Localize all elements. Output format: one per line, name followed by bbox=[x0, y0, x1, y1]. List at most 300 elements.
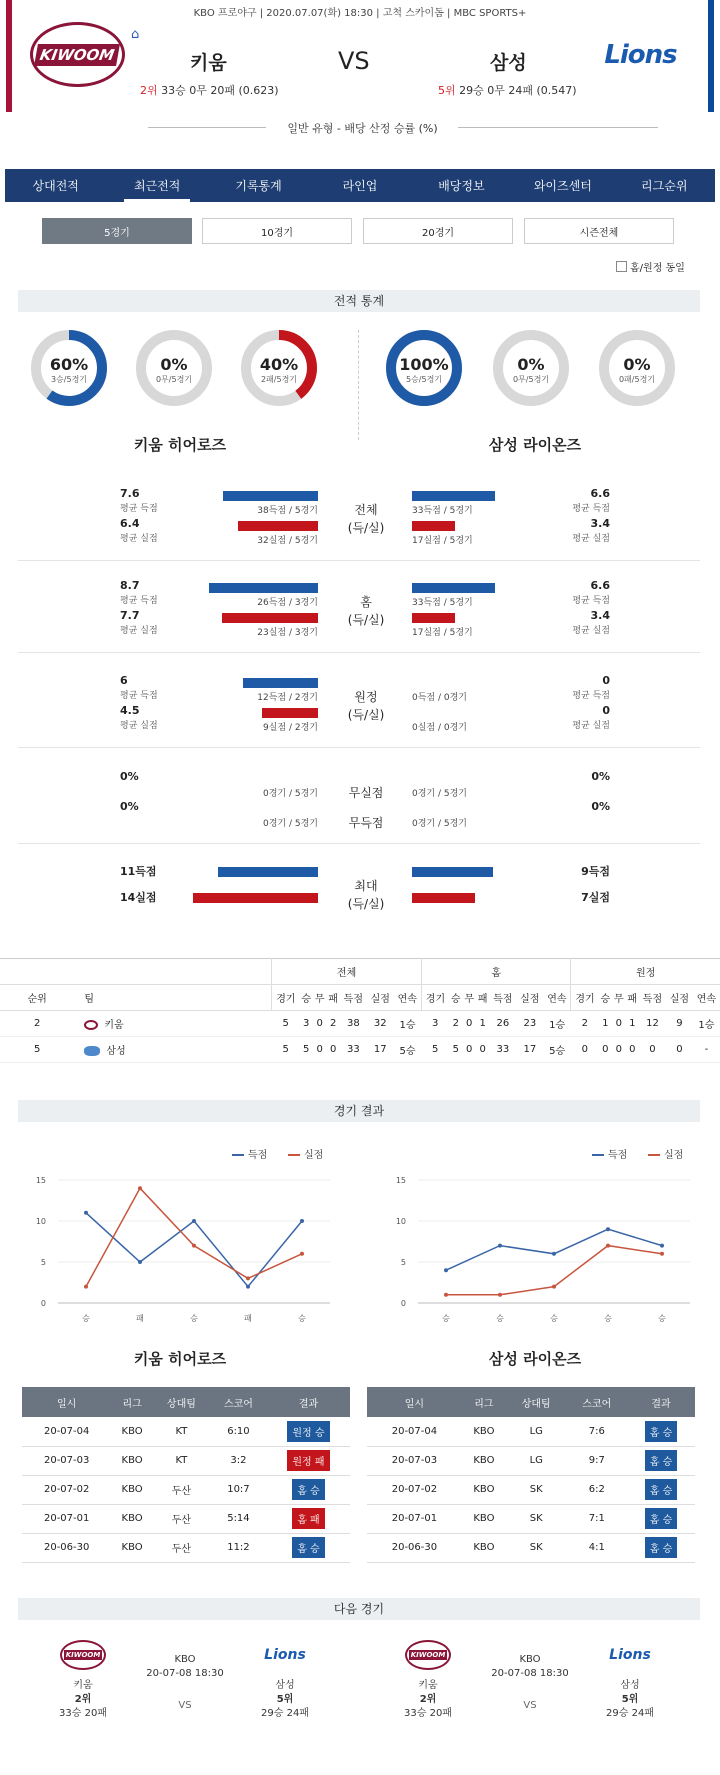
recent-cell: LG bbox=[506, 1417, 567, 1446]
tab-recent[interactable]: 최근전적 bbox=[106, 169, 207, 202]
recent-cell: 20-06-30 bbox=[367, 1533, 462, 1562]
recent-cell: 7:6 bbox=[567, 1417, 628, 1446]
data-point bbox=[660, 1244, 664, 1248]
rank-col-header: 연속 bbox=[547, 994, 567, 1005]
recent-cell: SK bbox=[506, 1533, 567, 1562]
recent-cell: KBO bbox=[111, 1504, 153, 1533]
rank-cell: 33 bbox=[346, 1044, 360, 1055]
left-stat-bar bbox=[262, 708, 318, 718]
rank-cell: 5승 bbox=[399, 1046, 416, 1057]
away-recent-table bbox=[367, 1387, 695, 1563]
divider bbox=[458, 127, 658, 128]
rank-cell: 0 bbox=[329, 1044, 337, 1055]
legend-label: 득점 bbox=[608, 1150, 628, 1161]
y-tick-label: 5 bbox=[400, 1258, 406, 1267]
stats-section-title: 전적 통계 bbox=[18, 290, 700, 312]
recent-cell: 9:7 bbox=[567, 1446, 628, 1475]
recent-cell: KT bbox=[153, 1417, 210, 1446]
same-venue-label: 홈/원정 동일 bbox=[630, 263, 685, 274]
data-point bbox=[552, 1285, 556, 1289]
rank-cell: 0 bbox=[466, 1044, 473, 1055]
rank-cell: 0 bbox=[479, 1044, 486, 1055]
data-point bbox=[84, 1285, 88, 1289]
right-stat-label: 평균 득점 bbox=[572, 504, 610, 514]
x-tick-label: 승 bbox=[82, 1314, 90, 1323]
vs-label: VS bbox=[338, 47, 370, 75]
right-stat-count: 0실점 / 0경기 bbox=[412, 723, 467, 733]
legend-label: 득점 bbox=[248, 1150, 268, 1161]
recent-row bbox=[367, 1475, 695, 1504]
left-stat-bar bbox=[223, 491, 318, 501]
donut-sub: 0패/5경기 bbox=[618, 375, 656, 384]
left-stat-value: 14실점 bbox=[120, 891, 157, 904]
x-tick-label: 승 bbox=[550, 1314, 558, 1323]
next-away-rank: 5위 bbox=[276, 1694, 294, 1705]
data-point bbox=[246, 1276, 250, 1280]
y-tick-label: 10 bbox=[35, 1217, 46, 1226]
data-point bbox=[192, 1219, 196, 1223]
rank-cell: 33 bbox=[496, 1044, 510, 1055]
recent-cell: 20-07-03 bbox=[22, 1446, 111, 1475]
recent-cell: KBO bbox=[462, 1417, 506, 1446]
result-badge: 홈 승 bbox=[645, 1450, 678, 1471]
next-away-name: 삼성 bbox=[620, 1680, 640, 1691]
left-stat-label: 평균 득점 bbox=[120, 504, 158, 514]
data-point bbox=[246, 1285, 250, 1289]
result-badge: 홈 승 bbox=[292, 1479, 325, 1500]
recent-cell: LG bbox=[506, 1446, 567, 1475]
x-tick-label: 승 bbox=[298, 1314, 306, 1323]
home-team-logo: KIWOOM bbox=[30, 22, 125, 87]
group-header-away: 원정 bbox=[571, 959, 720, 985]
rank-cell: 1 bbox=[629, 1018, 636, 1029]
tab-lineup[interactable]: 라인업 bbox=[342, 179, 378, 193]
rank-col-header: 경기 bbox=[421, 985, 449, 1011]
home-recent-table bbox=[22, 1387, 350, 1563]
right-stat-count: 33득점 / 5경기 bbox=[412, 506, 473, 516]
rank-team: 키움 bbox=[74, 1011, 271, 1037]
data-point bbox=[606, 1227, 610, 1231]
recent-cell: 4:1 bbox=[567, 1533, 628, 1562]
next-home-name: 키움 bbox=[73, 1680, 93, 1691]
same-venue-checkbox[interactable] bbox=[616, 261, 627, 272]
donut-0 bbox=[30, 329, 108, 407]
recent-cell: 20-06-30 bbox=[22, 1533, 111, 1562]
left-stat-count: 9실점 / 2경기 bbox=[263, 723, 318, 733]
rank-col-header: 연속 bbox=[696, 994, 717, 1005]
away-team-record: 5위 29승 0무 24패 (0.547) bbox=[438, 84, 577, 97]
left-stat-value: 6 bbox=[120, 674, 128, 687]
data-point bbox=[300, 1252, 304, 1256]
recent-col-header: 일시 bbox=[367, 1387, 462, 1417]
away-team-full-name-2: 삼성 라이온즈 bbox=[488, 1350, 582, 1368]
donut-percent: 0% bbox=[623, 355, 651, 374]
recent-cell: KBO bbox=[111, 1533, 153, 1562]
right-stat-bar bbox=[412, 613, 455, 623]
next-away-record: 29승 24패 bbox=[606, 1708, 654, 1719]
rank-col-header: 팀 bbox=[84, 994, 94, 1005]
donut-sub: 3승/5경기 bbox=[50, 375, 88, 384]
same-venue-option[interactable] bbox=[616, 259, 685, 274]
left-stat-label: 평균 득점 bbox=[120, 691, 158, 701]
rank-table bbox=[0, 958, 720, 1063]
away-results-chart bbox=[370, 1140, 710, 1340]
rank-col-header: 실점 bbox=[669, 994, 690, 1005]
recent-cell: KBO bbox=[462, 1504, 506, 1533]
x-tick-label: 승 bbox=[442, 1314, 450, 1323]
donut-percent: 0% bbox=[517, 355, 545, 374]
x-tick-label: 승 bbox=[190, 1314, 198, 1323]
rank-cell: 5 bbox=[282, 1018, 289, 1029]
y-tick-label: 5 bbox=[40, 1258, 46, 1267]
data-point bbox=[552, 1252, 556, 1256]
y-tick-label: 0 bbox=[400, 1299, 406, 1308]
rank-cell: 2 bbox=[581, 1018, 588, 1029]
left-stat-count: 23실점 / 3경기 bbox=[257, 628, 318, 638]
next-league: KBO bbox=[519, 1654, 541, 1665]
stat-separator bbox=[18, 747, 700, 748]
x-tick-label: 승 bbox=[604, 1314, 612, 1323]
recent-col-header: 결과 bbox=[627, 1387, 695, 1417]
left-stat-bar bbox=[218, 867, 318, 877]
result-badge: 원정 패 bbox=[287, 1450, 329, 1471]
rank-cell: 0 bbox=[615, 1044, 622, 1055]
data-point bbox=[192, 1244, 196, 1248]
home-team-full-name: 키움 히어로즈 bbox=[133, 436, 227, 454]
recent-cell: 20-07-04 bbox=[22, 1417, 111, 1446]
data-point bbox=[660, 1252, 664, 1256]
stat-category: 전체 (득/실) bbox=[347, 503, 385, 535]
rank-cell: 1승 bbox=[399, 1020, 416, 1031]
recent-cell: 7:1 bbox=[567, 1504, 628, 1533]
rank-col-header: 득점 bbox=[642, 994, 663, 1005]
recent-cell: 11:2 bbox=[210, 1533, 267, 1562]
rank-cell: 2 bbox=[452, 1018, 459, 1029]
next-home-record: 33승 20패 bbox=[404, 1708, 452, 1719]
rank-cell: 0 bbox=[629, 1044, 636, 1055]
rank-cell: 1승 bbox=[549, 1020, 566, 1031]
filter-10-games[interactable]: 10경기 bbox=[202, 218, 352, 244]
rank-cell: 3 bbox=[303, 1018, 310, 1029]
right-stat-label: 평균 실점 bbox=[572, 534, 610, 544]
recent-row bbox=[367, 1504, 695, 1533]
left-stat-count: 32실점 / 5경기 bbox=[257, 536, 318, 546]
tab-wise-center[interactable]: 와이즈센터 bbox=[533, 179, 592, 193]
rank-cell: 17 bbox=[523, 1044, 537, 1055]
data-point bbox=[444, 1293, 448, 1297]
rank-col-header: 득점 bbox=[493, 994, 513, 1005]
rank-cell: 2 bbox=[329, 1018, 337, 1029]
left-stat-label: 평균 실점 bbox=[120, 534, 158, 544]
x-tick-label: 패 bbox=[136, 1314, 144, 1323]
rank-cell: 1 bbox=[479, 1018, 486, 1029]
group-header-home: 홈 bbox=[421, 959, 571, 985]
recent-cell: KBO bbox=[462, 1475, 506, 1504]
donut-1 bbox=[135, 329, 213, 407]
recent-cell: 5:14 bbox=[210, 1504, 267, 1533]
left-stat-label: 평균 실점 bbox=[120, 626, 158, 636]
right-stat-value: 6.6 bbox=[590, 487, 610, 500]
rank-cell: 12 bbox=[646, 1018, 659, 1029]
recent-row bbox=[22, 1475, 350, 1504]
left-stat-value: 0% bbox=[120, 770, 139, 783]
right-stat-value: 0% bbox=[591, 800, 610, 813]
rank-cell: 1 bbox=[602, 1018, 609, 1029]
left-stat-count: 26득점 / 3경기 bbox=[257, 598, 318, 608]
donut-percent: 0% bbox=[160, 355, 188, 374]
rank-cell: 0 bbox=[466, 1018, 473, 1029]
left-stat-bar bbox=[243, 678, 318, 688]
rank-cell: 5 bbox=[282, 1044, 289, 1055]
donut-percent: 60% bbox=[49, 355, 89, 374]
result-badge: 홈 승 bbox=[645, 1537, 678, 1558]
left-stat-count: 38득점 / 5경기 bbox=[257, 506, 318, 516]
rank-cell: 9 bbox=[676, 1018, 683, 1029]
right-stat-count: 0경기 / 5경기 bbox=[412, 789, 467, 799]
right-stat-bar bbox=[412, 867, 493, 877]
result-badge: 홈 승 bbox=[292, 1537, 325, 1558]
tab-stats[interactable]: 기록통계 bbox=[235, 179, 282, 193]
rank-cell: 2 bbox=[33, 1018, 41, 1029]
rank-col-header: 무 bbox=[314, 994, 325, 1005]
next-away-record: 29승 24패 bbox=[261, 1708, 309, 1719]
donut-percent: 100% bbox=[399, 355, 449, 374]
left-stat-value: 4.5 bbox=[120, 704, 140, 717]
rank-cell: - bbox=[704, 1044, 709, 1055]
divider bbox=[148, 127, 266, 128]
legend-label: 실점 bbox=[304, 1150, 324, 1161]
left-stat-value: 7.7 bbox=[120, 609, 140, 622]
rank-col-header: 무 bbox=[613, 994, 624, 1005]
next-game-card[interactable] bbox=[345, 1640, 705, 1750]
rank-col-header: 패 bbox=[627, 994, 638, 1005]
tab-head-to-head[interactable]: 상대전적 bbox=[32, 179, 79, 193]
recent-col-header: 리그 bbox=[111, 1387, 153, 1417]
recent-col-header: 스코어 bbox=[210, 1387, 267, 1417]
rank-cell: 5 bbox=[452, 1044, 459, 1055]
right-stat-label: 평균 실점 bbox=[572, 721, 610, 731]
donut-percent: 40% bbox=[259, 355, 299, 374]
recent-cell: 20-07-02 bbox=[367, 1475, 462, 1504]
rank-cell: 5 bbox=[303, 1044, 310, 1055]
recent-cell: 두산 bbox=[153, 1475, 210, 1504]
rank-row bbox=[0, 1037, 720, 1063]
group-header-total: 전체 bbox=[272, 959, 422, 985]
donut-sub: 0무/5경기 bbox=[155, 375, 193, 384]
recent-cell: 10:7 bbox=[210, 1475, 267, 1504]
rank-col-header: 경기 bbox=[571, 985, 599, 1011]
rank-cell: 1승 bbox=[698, 1020, 715, 1031]
left-stat-value: 11득점 bbox=[120, 865, 157, 878]
recent-col-header: 리그 bbox=[462, 1387, 506, 1417]
right-stat-value: 0% bbox=[591, 770, 610, 783]
right-stat-value: 9득점 bbox=[581, 865, 610, 878]
next-home-name: 키움 bbox=[418, 1680, 438, 1691]
right-stat-value: 0 bbox=[602, 704, 610, 717]
next-away-name: 삼성 bbox=[275, 1680, 295, 1691]
series-line-0 bbox=[86, 1213, 302, 1287]
away-team-logo: Lions bbox=[604, 39, 677, 70]
right-stat-label: 평균 득점 bbox=[572, 691, 610, 701]
data-point bbox=[300, 1219, 304, 1223]
donut-4 bbox=[492, 329, 570, 407]
data-point bbox=[138, 1186, 142, 1190]
recent-row bbox=[367, 1533, 695, 1562]
next-vs: VS bbox=[178, 1700, 192, 1711]
left-stat-bar bbox=[238, 521, 318, 531]
rank-cell: 0 bbox=[649, 1044, 656, 1055]
recent-cell: KBO bbox=[111, 1446, 153, 1475]
right-stat-bar bbox=[412, 491, 495, 501]
rank-col-header: 무 bbox=[464, 994, 475, 1005]
recent-col-header: 일시 bbox=[22, 1387, 111, 1417]
away-team-color-bar bbox=[708, 0, 714, 112]
home-team-color-bar bbox=[6, 0, 12, 112]
right-stat-value: 7실점 bbox=[581, 891, 610, 904]
series-line-1 bbox=[86, 1188, 302, 1286]
recent-row bbox=[367, 1417, 695, 1446]
stat-separator bbox=[18, 652, 700, 653]
rank-cell: 0 bbox=[676, 1044, 683, 1055]
next-games-title: 다음 경기 bbox=[18, 1598, 700, 1620]
left-stat-value: 6.4 bbox=[120, 517, 140, 530]
right-stat-count: 17실점 / 5경기 bbox=[412, 536, 473, 546]
right-stat-count: 17실점 / 5경기 bbox=[412, 628, 473, 638]
left-stat-label: 평균 실점 bbox=[120, 721, 158, 731]
next-game-card[interactable] bbox=[0, 1640, 360, 1750]
next-home-record: 33승 20패 bbox=[59, 1708, 107, 1719]
donut-3 bbox=[385, 329, 463, 407]
recent-cell: KBO bbox=[462, 1533, 506, 1562]
rank-cell: 3 bbox=[432, 1018, 439, 1029]
next-vs: VS bbox=[523, 1700, 537, 1711]
tab-odds[interactable]: 배당정보 bbox=[438, 179, 485, 193]
recent-row bbox=[22, 1446, 350, 1475]
left-stat-value: 0% bbox=[120, 800, 139, 813]
recent-col-header: 스코어 bbox=[567, 1387, 628, 1417]
rank-cell: 0 bbox=[316, 1044, 323, 1055]
rank-col-header: 실점 bbox=[520, 994, 540, 1005]
right-stat-bar bbox=[412, 893, 475, 903]
left-stat-count: 0경기 / 5경기 bbox=[263, 819, 318, 829]
away-team-name: 삼성 bbox=[490, 52, 527, 74]
right-stat-value: 6.6 bbox=[590, 579, 610, 592]
home-mini-logo: KIWOOM bbox=[60, 1640, 106, 1670]
filter-5-games[interactable]: 5경기 bbox=[42, 218, 192, 244]
data-point bbox=[84, 1211, 88, 1215]
next-league: KBO bbox=[174, 1654, 196, 1665]
left-stat-value: 8.7 bbox=[120, 579, 140, 592]
stat-category: 무실점 무득점 bbox=[348, 786, 384, 830]
filter-20-games[interactable]: 20경기 bbox=[363, 218, 513, 244]
right-stat-count: 33득점 / 5경기 bbox=[412, 598, 473, 608]
right-stat-count: 0득점 / 0경기 bbox=[412, 693, 467, 703]
stat-category: 최대 (득/실) bbox=[347, 879, 385, 911]
recent-col-header: 상대팀 bbox=[153, 1387, 210, 1417]
rank-team: 삼성 bbox=[74, 1037, 271, 1063]
next-date: 20-07-08 18:30 bbox=[146, 1668, 224, 1679]
lions-mini-logo bbox=[84, 1046, 100, 1056]
donut-5 bbox=[598, 329, 676, 407]
rank-col-header: 승 bbox=[301, 994, 312, 1005]
left-stat-bar bbox=[193, 893, 318, 903]
rank-cell: 0 bbox=[602, 1044, 609, 1055]
rank-cell: 38 bbox=[346, 1018, 360, 1029]
rank-table-wrap bbox=[0, 958, 720, 1063]
rank-cell: 17 bbox=[373, 1044, 387, 1055]
filter-season[interactable]: 시즌전체 bbox=[524, 218, 674, 244]
donut-sub: 0무/5경기 bbox=[512, 375, 550, 384]
home-team-record: 2위 33승 0무 20패 (0.623) bbox=[140, 84, 279, 97]
rank-col-header: 패 bbox=[477, 994, 488, 1005]
result-badge: 홈 승 bbox=[645, 1421, 678, 1442]
result-badge: 홈 패 bbox=[292, 1508, 325, 1529]
right-stat-label: 평균 실점 bbox=[572, 626, 610, 636]
data-point bbox=[498, 1244, 502, 1248]
stat-separator bbox=[18, 560, 700, 561]
main-tabs bbox=[5, 169, 715, 202]
recent-cell: 3:2 bbox=[210, 1446, 267, 1475]
x-tick-label: 승 bbox=[658, 1314, 666, 1323]
stat-separator bbox=[18, 843, 700, 844]
recent-cell: 두산 bbox=[153, 1504, 210, 1533]
rank-cell: 32 bbox=[373, 1018, 387, 1029]
donut-sub: 5승/5경기 bbox=[405, 375, 443, 384]
rank-col-header: 순위 bbox=[27, 994, 47, 1005]
home-mini-logo: KIWOOM bbox=[405, 1640, 451, 1670]
rank-col-header: 승 bbox=[450, 994, 461, 1005]
home-team-full-name-2: 키움 히어로즈 bbox=[133, 1350, 227, 1368]
result-badge: 홈 승 bbox=[645, 1508, 678, 1529]
data-point bbox=[606, 1244, 610, 1248]
recent-cell: 20-07-02 bbox=[22, 1475, 111, 1504]
data-point bbox=[498, 1293, 502, 1297]
next-date: 20-07-08 18:30 bbox=[491, 1668, 569, 1679]
x-tick-label: 승 bbox=[496, 1314, 504, 1323]
recent-cell: SK bbox=[506, 1504, 567, 1533]
result-badge: 홈 승 bbox=[645, 1479, 678, 1500]
left-stat-count: 12득점 / 2경기 bbox=[257, 693, 318, 703]
recent-cell: KBO bbox=[111, 1475, 153, 1504]
next-home-rank: 2위 bbox=[419, 1694, 437, 1705]
recent-cell: 20-07-01 bbox=[22, 1504, 111, 1533]
right-stat-value: 0 bbox=[602, 674, 610, 687]
recent-row bbox=[367, 1446, 695, 1475]
recent-cell: 6:2 bbox=[567, 1475, 628, 1504]
rank-cell: 5 bbox=[33, 1044, 41, 1055]
left-stat-bar bbox=[222, 613, 318, 623]
right-stat-bar bbox=[412, 583, 495, 593]
right-stat-bar bbox=[412, 521, 455, 531]
donut-divider bbox=[358, 330, 359, 440]
y-tick-label: 15 bbox=[395, 1176, 406, 1185]
result-badge: 원정 승 bbox=[287, 1421, 329, 1442]
recent-cell: SK bbox=[506, 1475, 567, 1504]
recent-cell: 20-07-01 bbox=[367, 1504, 462, 1533]
rank-cell: 5 bbox=[432, 1044, 439, 1055]
home-team-name: 키움 bbox=[190, 52, 227, 74]
tab-league-rank[interactable]: 리그순위 bbox=[641, 179, 688, 193]
right-stat-value: 3.4 bbox=[590, 517, 610, 530]
recent-cell: 두산 bbox=[153, 1533, 210, 1562]
results-section-title: 경기 결과 bbox=[18, 1100, 700, 1122]
recent-row bbox=[22, 1533, 350, 1562]
rank-cell: 26 bbox=[496, 1018, 510, 1029]
rank-cell: 23 bbox=[523, 1018, 537, 1029]
rank-col-header: 승 bbox=[600, 994, 611, 1005]
next-home-rank: 2위 bbox=[74, 1694, 92, 1705]
recent-cell: KBO bbox=[462, 1446, 506, 1475]
